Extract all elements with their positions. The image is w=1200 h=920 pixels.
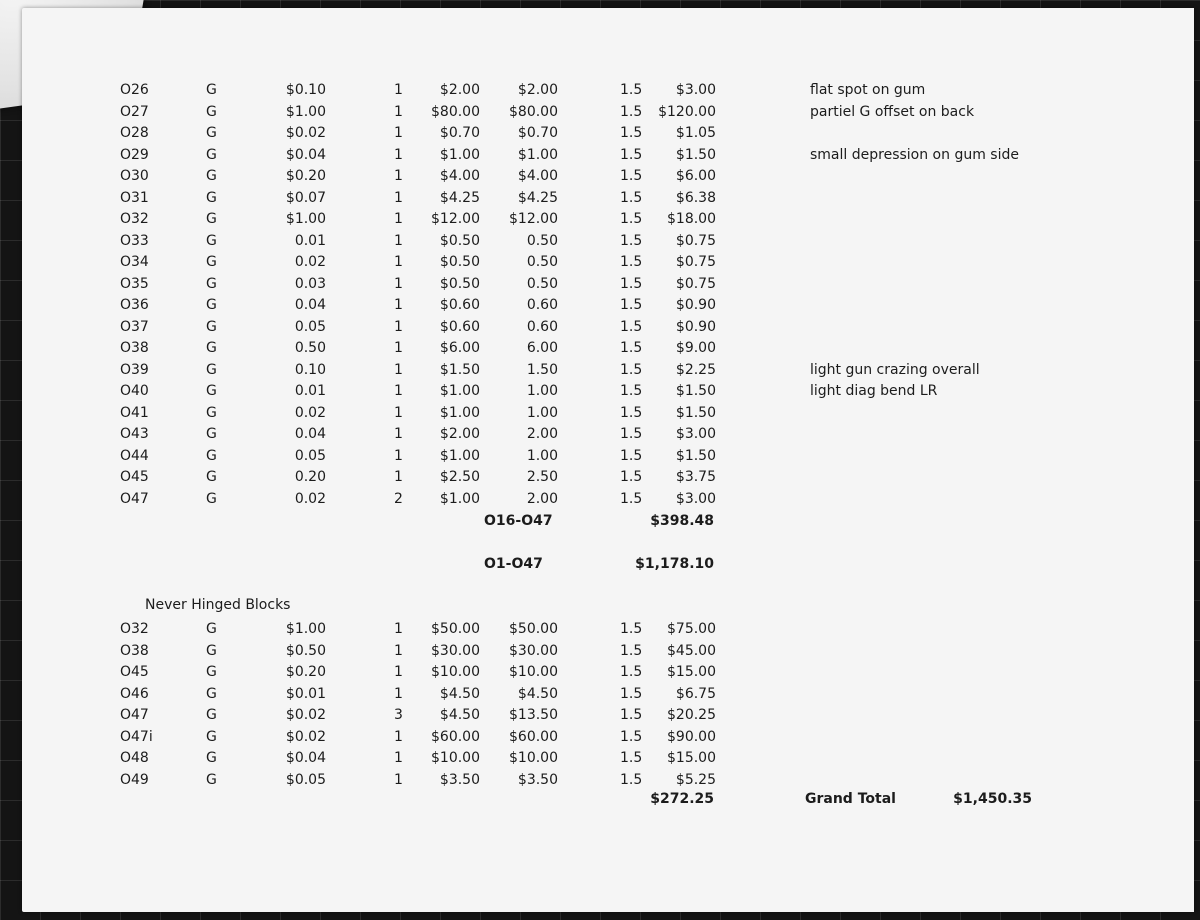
value-cell: $1.05 — [675, 125, 716, 141]
note-cell: small depression on gum side — [810, 146, 1019, 163]
face-value-cell: 0.02 — [294, 490, 326, 507]
value-cell: $75.00 — [667, 621, 716, 637]
multiplier-cell: 1.5 — [620, 232, 643, 249]
table-row — [0, 123, 1200, 143]
catalog-cell: O26 — [120, 82, 149, 98]
catalog-value-cell: $1.00 — [439, 383, 480, 399]
grade-cell: G — [206, 189, 217, 206]
catalog-value-cell: $1.00 — [439, 447, 480, 464]
value-cell: $0.75 — [675, 254, 716, 270]
grade-cell: G — [206, 642, 217, 659]
face-value-cell: 0.02 — [294, 254, 326, 270]
line-total-cell: $2.00 — [517, 82, 558, 98]
quantity-cell: 1 — [394, 383, 403, 399]
catalog-value-cell: $1.50 — [439, 361, 480, 378]
face-value-cell: $1.00 — [285, 621, 326, 637]
catalog-value-cell: $4.50 — [439, 707, 480, 723]
catalog-cell: O27 — [120, 103, 149, 120]
value-cell: $15.00 — [667, 750, 716, 766]
blocks-section-title: Never Hinged Blocks — [145, 597, 291, 613]
catalog-value-cell: $4.00 — [439, 168, 480, 184]
face-value-cell: $0.02 — [285, 707, 326, 723]
grade-cell: G — [206, 383, 217, 399]
multiplier-cell: 1.5 — [620, 297, 643, 313]
catalog-cell: O47 — [120, 707, 149, 723]
quantity-cell: 1 — [394, 404, 403, 421]
line-total-cell: 1.50 — [526, 361, 558, 378]
face-value-cell: 0.01 — [294, 383, 326, 399]
line-total-cell: 0.60 — [526, 297, 558, 313]
note-cell: light diag bend LR — [810, 383, 938, 399]
value-cell: $20.25 — [667, 707, 716, 723]
face-value-cell: $1.00 — [285, 103, 326, 120]
multiplier-cell: 1.5 — [620, 664, 643, 680]
quantity-cell: 1 — [394, 447, 403, 464]
quantity-cell: 1 — [394, 275, 403, 292]
catalog-cell: O36 — [120, 297, 149, 313]
line-total-cell: 2.00 — [526, 426, 558, 442]
quantity-cell: 1 — [394, 361, 403, 378]
grade-cell: G — [206, 232, 217, 249]
face-value-cell: $0.20 — [285, 664, 326, 680]
line-total-cell: $10.00 — [509, 664, 558, 680]
table-row — [0, 295, 1200, 315]
table-row — [0, 209, 1200, 229]
grade-cell: G — [206, 82, 217, 98]
line-total-cell: $60.00 — [509, 728, 558, 745]
line-total-cell: $30.00 — [509, 642, 558, 659]
table-row — [0, 102, 1200, 122]
line-total-cell: $12.00 — [509, 211, 558, 227]
table-row — [0, 727, 1200, 747]
line-total-cell: 0.50 — [526, 232, 558, 249]
table-row — [0, 317, 1200, 337]
value-cell: $9.00 — [675, 340, 716, 356]
catalog-value-cell: $0.70 — [439, 125, 480, 141]
table-row — [0, 145, 1200, 165]
multiplier-cell: 1.5 — [620, 642, 643, 659]
value-cell: $3.00 — [675, 490, 716, 507]
multiplier-cell: 1.5 — [620, 275, 643, 292]
table-row — [0, 748, 1200, 768]
value-cell: $1.50 — [675, 404, 716, 421]
catalog-value-cell: $2.00 — [439, 82, 480, 98]
table-row — [0, 489, 1200, 509]
table-row — [0, 641, 1200, 661]
quantity-cell: 2 — [394, 490, 403, 507]
quantity-cell: 1 — [394, 232, 403, 249]
multiplier-cell: 1.5 — [620, 211, 643, 227]
catalog-value-cell: $12.00 — [431, 211, 480, 227]
catalog-cell: O37 — [120, 318, 149, 335]
catalog-cell: O34 — [120, 254, 149, 270]
blocks-subtotal: $272.25 — [650, 791, 714, 807]
catalog-value-cell: $1.00 — [439, 404, 480, 421]
value-cell: $3.00 — [675, 82, 716, 98]
table-row — [0, 446, 1200, 466]
line-total-cell: 6.00 — [526, 340, 558, 356]
grade-cell: G — [206, 211, 217, 227]
value-cell: $1.50 — [675, 383, 716, 399]
catalog-cell: O44 — [120, 447, 149, 464]
value-cell: $15.00 — [667, 664, 716, 680]
catalog-cell: O47i — [120, 728, 153, 745]
catalog-value-cell: $2.00 — [439, 426, 480, 442]
grade-cell: G — [206, 254, 217, 270]
grade-cell: G — [206, 404, 217, 421]
table-row — [0, 770, 1200, 790]
catalog-cell: O31 — [120, 189, 149, 206]
quantity-cell: 1 — [394, 146, 403, 163]
line-total-cell: $80.00 — [509, 103, 558, 120]
multiplier-cell: 1.5 — [620, 728, 643, 745]
multiplier-cell: 1.5 — [620, 447, 643, 464]
face-value-cell: $0.02 — [285, 125, 326, 141]
quantity-cell: 1 — [394, 664, 403, 680]
value-cell: $120.00 — [658, 103, 716, 120]
catalog-value-cell: $30.00 — [431, 642, 480, 659]
grade-cell: G — [206, 469, 217, 485]
grade-cell: G — [206, 318, 217, 335]
multiplier-cell: 1.5 — [620, 254, 643, 270]
table-row — [0, 231, 1200, 251]
note-cell: light gun crazing overall — [810, 361, 980, 378]
catalog-cell: O39 — [120, 361, 149, 378]
table-row — [0, 338, 1200, 358]
catalog-cell: O32 — [120, 211, 149, 227]
multiplier-cell: 1.5 — [620, 146, 643, 163]
catalog-cell: O49 — [120, 771, 149, 788]
catalog-cell: O40 — [120, 383, 149, 399]
grade-cell: G — [206, 728, 217, 745]
face-value-cell: $0.50 — [285, 642, 326, 659]
value-cell: $1.50 — [675, 146, 716, 163]
value-cell: $18.00 — [667, 211, 716, 227]
catalog-value-cell: $1.00 — [439, 490, 480, 507]
catalog-value-cell: $4.25 — [439, 189, 480, 206]
face-value-cell: 0.50 — [294, 340, 326, 356]
grade-cell: G — [206, 707, 217, 723]
catalog-value-cell: $60.00 — [431, 728, 480, 745]
face-value-cell: $1.00 — [285, 211, 326, 227]
line-total-cell: 0.50 — [526, 275, 558, 292]
note-cell: flat spot on gum — [810, 82, 926, 98]
line-total-cell: 2.00 — [526, 490, 558, 507]
catalog-cell: O45 — [120, 664, 149, 680]
catalog-cell: O38 — [120, 642, 149, 659]
value-cell: $3.00 — [675, 426, 716, 442]
line-total-cell: $50.00 — [509, 621, 558, 637]
grade-cell: G — [206, 685, 217, 702]
quantity-cell: 1 — [394, 750, 403, 766]
value-cell: $2.25 — [675, 361, 716, 378]
face-value-cell: 0.20 — [294, 469, 326, 485]
face-value-cell: $0.07 — [285, 189, 326, 206]
value-cell: $6.38 — [675, 189, 716, 206]
catalog-value-cell: $3.50 — [439, 771, 480, 788]
face-value-cell: 0.02 — [294, 404, 326, 421]
line-total-cell: $3.50 — [517, 771, 558, 788]
multiplier-cell: 1.5 — [620, 103, 643, 120]
grade-cell: G — [206, 275, 217, 292]
face-value-cell: $0.10 — [285, 82, 326, 98]
quantity-cell: 1 — [394, 685, 403, 702]
subtotal-range2-label: O1-O47 — [484, 556, 543, 572]
grade-cell: G — [206, 447, 217, 464]
line-total-cell: $10.00 — [509, 750, 558, 766]
multiplier-cell: 1.5 — [620, 771, 643, 788]
value-cell: $5.25 — [675, 771, 716, 788]
quantity-cell: 1 — [394, 189, 403, 206]
line-total-cell: 2.50 — [526, 469, 558, 485]
multiplier-cell: 1.5 — [620, 490, 643, 507]
table-row — [0, 252, 1200, 272]
catalog-value-cell: $10.00 — [431, 664, 480, 680]
multiplier-cell: 1.5 — [620, 404, 643, 421]
grade-cell: G — [206, 146, 217, 163]
catalog-value-cell: $0.50 — [439, 275, 480, 292]
grade-cell: G — [206, 340, 217, 356]
grade-cell: G — [206, 125, 217, 141]
catalog-value-cell: $4.50 — [439, 685, 480, 702]
face-value-cell: 0.04 — [294, 426, 326, 442]
multiplier-cell: 1.5 — [620, 189, 643, 206]
face-value-cell: 0.04 — [294, 297, 326, 313]
multiplier-cell: 1.5 — [620, 426, 643, 442]
face-value-cell: 0.03 — [294, 275, 326, 292]
grade-cell: G — [206, 361, 217, 378]
quantity-cell: 1 — [394, 771, 403, 788]
subtotal-range2-value: $1,178.10 — [635, 556, 714, 572]
table-row — [0, 80, 1200, 100]
catalog-value-cell: $6.00 — [439, 340, 480, 356]
line-total-cell: $4.00 — [517, 168, 558, 184]
grade-cell: G — [206, 103, 217, 120]
line-total-cell: 0.60 — [526, 318, 558, 335]
multiplier-cell: 1.5 — [620, 750, 643, 766]
catalog-cell: O32 — [120, 621, 149, 637]
value-cell: $45.00 — [667, 642, 716, 659]
quantity-cell: 1 — [394, 103, 403, 120]
quantity-cell: 1 — [394, 642, 403, 659]
table-row — [0, 166, 1200, 186]
grand-total-value: $1,450.35 — [953, 791, 1032, 807]
value-cell: $3.75 — [675, 469, 716, 485]
line-total-cell: 0.50 — [526, 254, 558, 270]
catalog-value-cell: $0.60 — [439, 318, 480, 335]
quantity-cell: 1 — [394, 469, 403, 485]
line-total-cell: 1.00 — [526, 447, 558, 464]
multiplier-cell: 1.5 — [620, 685, 643, 702]
table-row — [0, 274, 1200, 294]
grand-total-label: Grand Total — [805, 791, 896, 807]
multiplier-cell: 1.5 — [620, 125, 643, 141]
face-value-cell: $0.02 — [285, 728, 326, 745]
subtotal-range1-value: $398.48 — [650, 513, 714, 529]
quantity-cell: 1 — [394, 621, 403, 637]
catalog-value-cell: $0.50 — [439, 232, 480, 249]
face-value-cell: 0.05 — [294, 447, 326, 464]
multiplier-cell: 1.5 — [620, 82, 643, 98]
catalog-cell: O28 — [120, 125, 149, 141]
face-value-cell: $0.04 — [285, 750, 326, 766]
table-row — [0, 424, 1200, 444]
value-cell: $1.50 — [675, 447, 716, 464]
multiplier-cell: 1.5 — [620, 340, 643, 356]
quantity-cell: 3 — [394, 707, 403, 723]
line-total-cell: $0.70 — [517, 125, 558, 141]
grade-cell: G — [206, 771, 217, 788]
subtotal-range1-label: O16-O47 — [484, 513, 553, 529]
value-cell: $0.75 — [675, 275, 716, 292]
quantity-cell: 1 — [394, 168, 403, 184]
catalog-cell: O29 — [120, 146, 149, 163]
grade-cell: G — [206, 621, 217, 637]
catalog-value-cell: $0.60 — [439, 297, 480, 313]
multiplier-cell: 1.5 — [620, 168, 643, 184]
line-total-cell: $1.00 — [517, 146, 558, 163]
catalog-value-cell: $80.00 — [431, 103, 480, 120]
multiplier-cell: 1.5 — [620, 361, 643, 378]
catalog-cell: O45 — [120, 469, 149, 485]
value-cell: $0.75 — [675, 232, 716, 249]
catalog-value-cell: $10.00 — [431, 750, 480, 766]
catalog-cell: O33 — [120, 232, 149, 249]
quantity-cell: 1 — [394, 82, 403, 98]
catalog-value-cell: $50.00 — [431, 621, 480, 637]
face-value-cell: $0.05 — [285, 771, 326, 788]
line-total-cell: $13.50 — [509, 707, 558, 723]
face-value-cell: 0.05 — [294, 318, 326, 335]
catalog-cell: O35 — [120, 275, 149, 292]
value-cell: $6.00 — [675, 168, 716, 184]
catalog-cell: O38 — [120, 340, 149, 356]
face-value-cell: 0.01 — [294, 232, 326, 249]
table-row — [0, 684, 1200, 704]
quantity-cell: 1 — [394, 254, 403, 270]
value-cell: $6.75 — [675, 685, 716, 702]
catalog-cell: O30 — [120, 168, 149, 184]
catalog-cell: O48 — [120, 750, 149, 766]
table-row — [0, 403, 1200, 423]
note-cell: partiel G offset on back — [810, 103, 975, 120]
grade-cell: G — [206, 750, 217, 766]
line-total-cell: 1.00 — [526, 383, 558, 399]
catalog-value-cell: $0.50 — [439, 254, 480, 270]
table-row — [0, 188, 1200, 208]
multiplier-cell: 1.5 — [620, 707, 643, 723]
quantity-cell: 1 — [394, 728, 403, 745]
quantity-cell: 1 — [394, 340, 403, 356]
grade-cell: G — [206, 426, 217, 442]
face-value-cell: 0.10 — [294, 361, 326, 378]
table-row — [0, 662, 1200, 682]
quantity-cell: 1 — [394, 426, 403, 442]
table-row — [0, 619, 1200, 639]
catalog-value-cell: $1.00 — [439, 146, 480, 163]
catalog-cell: O41 — [120, 404, 149, 421]
multiplier-cell: 1.5 — [620, 383, 643, 399]
table-row — [0, 467, 1200, 487]
grade-cell: G — [206, 168, 217, 184]
table-row — [0, 360, 1200, 380]
quantity-cell: 1 — [394, 318, 403, 335]
line-total-cell: 1.00 — [526, 404, 558, 421]
grade-cell: G — [206, 297, 217, 313]
value-cell: $90.00 — [667, 728, 716, 745]
quantity-cell: 1 — [394, 125, 403, 141]
catalog-cell: O46 — [120, 685, 149, 702]
multiplier-cell: 1.5 — [620, 469, 643, 485]
catalog-cell: O43 — [120, 426, 149, 442]
catalog-cell: O47 — [120, 490, 149, 507]
line-total-cell: $4.50 — [517, 685, 558, 702]
grade-cell: G — [206, 490, 217, 507]
grade-cell: G — [206, 664, 217, 680]
multiplier-cell: 1.5 — [620, 318, 643, 335]
face-value-cell: $0.20 — [285, 168, 326, 184]
table-row — [0, 705, 1200, 725]
quantity-cell: 1 — [394, 297, 403, 313]
face-value-cell: $0.01 — [285, 685, 326, 702]
value-cell: $0.90 — [675, 318, 716, 335]
face-value-cell: $0.04 — [285, 146, 326, 163]
table-row — [0, 381, 1200, 401]
line-total-cell: $4.25 — [517, 189, 558, 206]
catalog-value-cell: $2.50 — [439, 469, 480, 485]
quantity-cell: 1 — [394, 211, 403, 227]
value-cell: $0.90 — [675, 297, 716, 313]
multiplier-cell: 1.5 — [620, 621, 643, 637]
